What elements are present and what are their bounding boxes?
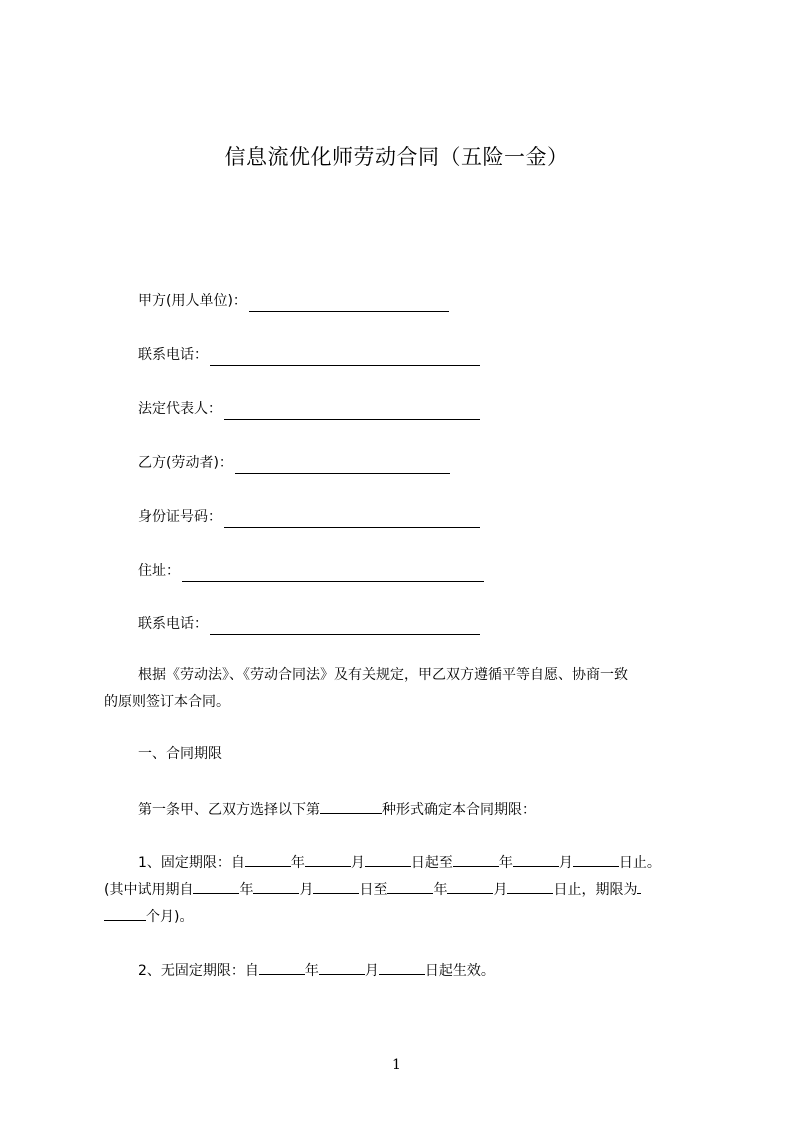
months-label: 个月)。 [146, 909, 194, 925]
page-number: 1 [392, 1057, 401, 1073]
probation-end-day-blank[interactable] [507, 877, 553, 894]
article-1-suffix: 种形式确定本合同期限： [382, 802, 536, 818]
phone-b-field [138, 613, 480, 635]
intro-paragraph-line2: 的原则签订本合同。 [104, 694, 230, 710]
month-label: 月 [350, 855, 365, 871]
probation-end-month-blank[interactable] [447, 877, 493, 894]
id-number-field [138, 506, 480, 528]
year-label: 年 [290, 855, 305, 871]
day-end-label: 日止。 [618, 855, 661, 871]
phone-b-blank[interactable] [210, 617, 480, 635]
probation-start-month-blank[interactable] [253, 877, 299, 894]
article-1 [138, 797, 536, 821]
legal-rep-label: 法定代表人： [138, 401, 222, 417]
year-label: 年 [498, 855, 513, 871]
intro-paragraph-line1: 根据《劳动法》、《劳动合同法》及有关规定，甲乙双方遵循平等自愿、协商一致 [138, 667, 628, 683]
id-number-label: 身份证号码： [138, 509, 222, 525]
party-b-blank[interactable] [235, 456, 450, 474]
party-b-label: 乙方(劳动者)： [138, 455, 233, 471]
address-blank[interactable] [182, 564, 484, 582]
fixed-end-month-blank[interactable] [513, 850, 559, 867]
year-label: 年 [304, 963, 319, 979]
legal-rep-field [138, 398, 480, 420]
fixed-term-lead: 1、固定期限：自 [138, 855, 245, 871]
probation-day-end-label: 日止，期限为 [553, 882, 638, 898]
fixed-start-day-blank[interactable] [365, 850, 411, 867]
party-a-blank[interactable] [249, 294, 449, 312]
year-label: 年 [433, 882, 448, 898]
article-1-prefix: 第一条甲、乙双方选择以下第 [138, 802, 320, 818]
article-1-form-blank[interactable] [320, 797, 382, 814]
id-number-blank[interactable] [224, 510, 480, 528]
day-effect-label: 日起生效。 [424, 963, 495, 979]
probation-period-blank-start[interactable] [637, 877, 641, 894]
section-heading-contract-term: 一、合同期限 [138, 746, 222, 762]
fixed-start-month-blank[interactable] [305, 850, 351, 867]
open-start-year-blank[interactable] [259, 958, 305, 975]
day-to-label: 日至 [359, 882, 388, 898]
phone-a-label: 联系电话： [138, 347, 208, 363]
month-label: 月 [364, 963, 379, 979]
day-from-label: 日起至 [410, 855, 453, 871]
document-title: 信息流优化师劳动合同（五险一金） [224, 145, 569, 169]
fixed-end-day-blank[interactable] [573, 850, 619, 867]
phone-b-label: 联系电话： [138, 616, 208, 632]
fixed-start-year-blank[interactable] [245, 850, 291, 867]
probation-start-day-blank[interactable] [313, 877, 359, 894]
month-label: 月 [299, 882, 314, 898]
month-label: 月 [493, 882, 508, 898]
party-a-label: 甲方(用人单位)： [138, 293, 247, 309]
probation-start-year-blank[interactable] [193, 877, 239, 894]
year-label: 年 [239, 882, 254, 898]
probation-months-blank[interactable] [104, 904, 146, 921]
open-term-lead: 2、无固定期限：自 [138, 963, 259, 979]
address-label: 住址： [138, 563, 180, 579]
phone-a-field [138, 344, 480, 366]
party-a-field [138, 290, 449, 312]
legal-rep-blank[interactable] [224, 402, 480, 420]
party-b-field [138, 452, 450, 474]
open-start-day-blank[interactable] [379, 958, 425, 975]
open-start-month-blank[interactable] [319, 958, 365, 975]
probation-lead: (其中试用期自 [104, 882, 194, 898]
fixed-term-line3 [104, 904, 193, 928]
probation-end-year-blank[interactable] [387, 877, 433, 894]
address-field [138, 560, 484, 582]
fixed-term-line1 [138, 850, 661, 874]
month-label: 月 [558, 855, 573, 871]
fixed-end-year-blank[interactable] [453, 850, 499, 867]
phone-a-blank[interactable] [210, 348, 480, 366]
fixed-term-line2 [104, 877, 641, 901]
open-term-line [138, 958, 495, 982]
